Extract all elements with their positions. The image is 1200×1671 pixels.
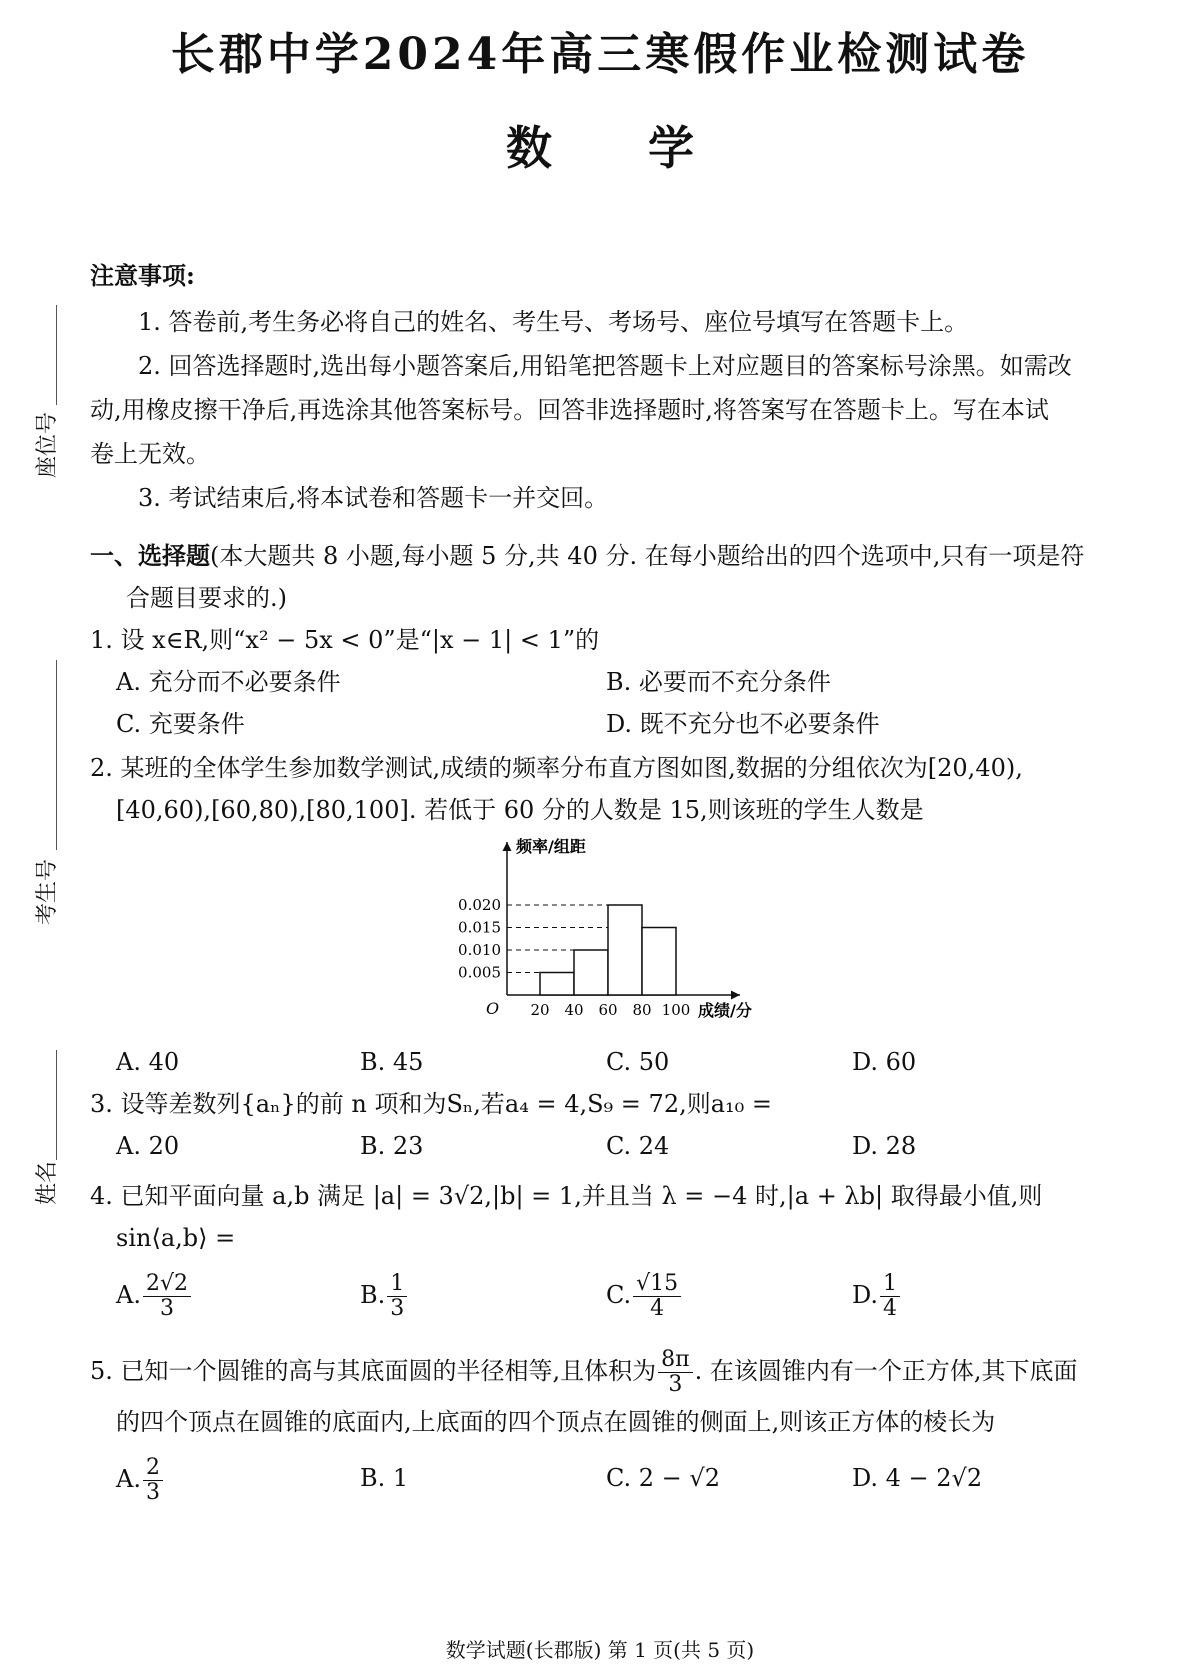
y-tick-label: 0.020 [458, 896, 501, 914]
q4-option-a-fraction [143, 1272, 191, 1321]
histogram-bar [574, 950, 608, 995]
q5-stem-line-2: 的四个顶点在圆锥的底面内,上底面的四个顶点在圆锥的侧面上,则该正方体的棱长为 [116, 1408, 996, 1436]
notice-item-3: 3. 考试结束后,将本试卷和答题卡一并交回。 [138, 484, 609, 512]
section-1-desc: (本大题共 8 小题,每小题 5 分,共 40 分. 在每小题给出的四个选项中,只有一项是符 [210, 542, 1085, 570]
y-tick-label: 0.015 [458, 918, 501, 937]
q3-option-b: B. 23 [360, 1132, 424, 1160]
q1-option-c: C. 充要条件 [116, 710, 245, 738]
fraction-denominator: 3 [159, 1296, 174, 1321]
histogram-chart [440, 830, 780, 1030]
q4-option-b [360, 1272, 409, 1321]
seat-label: 座位号 [35, 411, 60, 478]
fraction-numerator: 8π [658, 1348, 692, 1373]
q2-option-b: B. 45 [360, 1048, 424, 1076]
q5-option-b: B. 1 [360, 1464, 409, 1492]
exam-title: 长郡中学2024年高三寒假作业检测试卷 [170, 29, 1030, 80]
q5-option-a-prefix: A. [116, 1465, 141, 1493]
histogram-bar [540, 973, 574, 996]
q5-option-d: D. 4 − 2√2 [852, 1464, 983, 1492]
q3-option-d: D. 28 [852, 1132, 917, 1160]
fraction-numerator: 2√2 [143, 1272, 191, 1297]
exam-no-line [56, 660, 57, 850]
seat-line [56, 305, 57, 405]
q4-option-a-prefix: A. [116, 1281, 141, 1309]
name-line [56, 1050, 57, 1160]
q5-option-a [116, 1456, 165, 1505]
q5-option-a-fraction [143, 1456, 163, 1505]
page-footer: 数学试题(长郡版) 第 1 页(共 5 页) [445, 1638, 755, 1662]
q1-option-b: B. 必要而不充分条件 [606, 668, 831, 696]
q4-option-c [606, 1272, 683, 1321]
q5-stem-pre: 5. 已知一个圆锥的高与其底面圆的半径相等,且体积为 [90, 1357, 657, 1385]
q3-option-c: C. 24 [606, 1132, 670, 1160]
section-1-intro [90, 540, 1084, 572]
q4-option-a [116, 1272, 193, 1321]
q4-stem-line-2: sin⟨a,b⟩ = [116, 1224, 236, 1252]
q4-option-d [852, 1272, 902, 1321]
q1-stem: 1. 设 x∈R,则“x² − 5x < 0”是“|x − 1| < 1”的 [90, 626, 600, 654]
q2-option-d: D. 60 [852, 1048, 917, 1076]
histogram-bar [608, 905, 642, 995]
q4-option-d-prefix: D. [852, 1281, 879, 1309]
fraction-numerator: 1 [387, 1272, 407, 1297]
section-1-heading: 一、选择题 [90, 541, 210, 570]
y-tick-label: 0.005 [458, 963, 501, 982]
fraction-denominator: 3 [668, 1372, 683, 1397]
q5-stem-line-1 [90, 1348, 1078, 1397]
fraction-denominator: 4 [650, 1296, 665, 1321]
q5-volume-fraction [658, 1348, 692, 1397]
fraction-denominator: 4 [883, 1296, 898, 1321]
fraction-numerator: 1 [880, 1272, 900, 1297]
q5-option-c: C. 2 − √2 [606, 1464, 720, 1492]
q2-option-a: A. 40 [116, 1048, 180, 1076]
q3-stem: 3. 设等差数列{aₙ}的前 n 项和为Sₙ,若a₄ = 4,S₉ = 72,则a₁₀ = [90, 1090, 773, 1118]
fraction-numerator: √15 [633, 1272, 681, 1297]
fraction-numerator: 2 [143, 1456, 163, 1481]
q3-option-a: A. 20 [116, 1132, 180, 1160]
q2-stem-line-1: 2. 某班的全体学生参加数学测试,成绩的频率分布直方图如图,数据的分组依次为[20,40), [90, 754, 1023, 782]
q4-option-b-fraction [387, 1272, 407, 1321]
notice-item-2-line-1: 2. 回答选择题时,选出每小题答案后,用铅笔把答题卡上对应题目的答案标号涂黑。如需改 [138, 352, 1072, 380]
x-tick-label: 60 [598, 1001, 618, 1019]
q1-option-a: A. 充分而不必要条件 [116, 668, 341, 696]
name-label: 姓名 [35, 1160, 60, 1205]
fraction-denominator: 3 [145, 1480, 160, 1505]
q2-option-c: C. 50 [606, 1048, 670, 1076]
notice-item-1: 1. 答卷前,考生务必将自己的姓名、考生号、考场号、座位号填写在答题卡上。 [138, 308, 969, 336]
q5-stem-post: . 在该圆锥内有一个正方体,其下底面 [694, 1357, 1078, 1385]
q4-option-c-prefix: C. [606, 1281, 632, 1309]
x-tick-label: 80 [632, 1001, 652, 1019]
subject-title: 数 学 [505, 121, 734, 175]
q4-option-c-fraction [633, 1272, 681, 1321]
q1-option-d: D. 既不充分也不必要条件 [606, 710, 880, 738]
origin-label: O [486, 999, 500, 1018]
x-tick-label: 20 [530, 1001, 550, 1019]
y-axis-label: 频率/组距 [516, 837, 586, 856]
fraction-denominator: 3 [390, 1296, 405, 1321]
exam-no-label: 考生号 [35, 858, 60, 925]
notice-item-2-line-2: 动,用橡皮擦干净后,再选涂其他答案标号。回答非选择题时,将答案写在答题卡上。写在本试 [90, 396, 1049, 424]
x-tick-label: 100 [661, 1001, 691, 1019]
x-axis-label: 成绩/分 [698, 1001, 752, 1020]
q4-stem-line-1: 4. 已知平面向量 a,b 满足 |a| = 3√2,|b| = 1,并且当 λ = −4 时,|a + λb| 取得最小值,则 [90, 1182, 1043, 1210]
q4-option-d-fraction [880, 1272, 900, 1321]
y-tick-label: 0.010 [458, 941, 501, 959]
q2-stem-line-2: [40,60),[60,80),[80,100]. 若低于 60 分的人数是 15,则该班的学生人数是 [116, 796, 924, 824]
section-1-desc-line-2: 合题目要求的.) [126, 584, 287, 612]
histogram-bar [642, 928, 676, 996]
notice-item-2-line-3: 卷上无效。 [90, 440, 210, 468]
notice-heading: 注意事项: [90, 261, 195, 290]
x-tick-label: 40 [564, 1001, 584, 1019]
q4-option-b-prefix: B. [360, 1281, 386, 1309]
